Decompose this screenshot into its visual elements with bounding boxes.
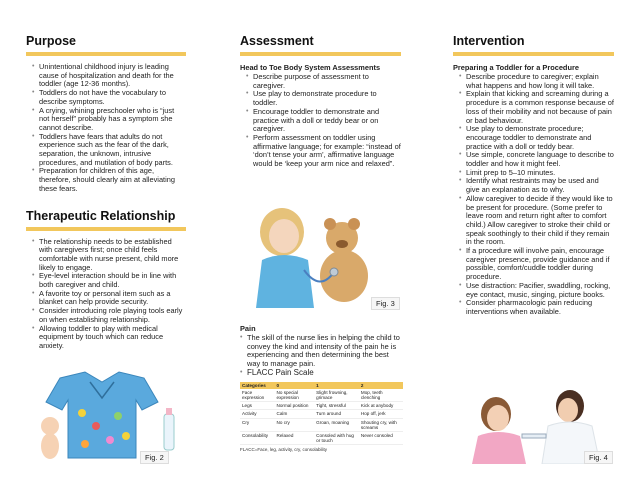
list-item: • Use play to demonstrate procedure; encourage toddler to demonstrate and practice with a doll or teddy bear. <box>459 125 614 151</box>
pain-heading: Pain <box>240 324 256 333</box>
list-item: • A favorite toy or personal item such as a blanket can help provide security. <box>32 290 186 307</box>
table-row <box>240 431 403 444</box>
table-cell: Face expression <box>240 389 275 402</box>
flacc-note: FLACC=Face, leg, activity, cry, consolability <box>240 447 327 453</box>
list-item: • Eye-level interaction should be in line with both caregiver and child. <box>32 272 186 289</box>
table-cell: Mop, teeth clenching <box>359 389 403 402</box>
list-item: • Use distraction: Pacifier, swaddling, rocking, eye contact, music, singing, picture books. <box>459 282 614 299</box>
table-cell: Consolability <box>240 431 275 444</box>
list-item: • The skill of the nurse lies in helping the child to convey the kind and intensity of the pain he is experiencing and then determining the best way to manage pain. <box>240 334 402 369</box>
figure-3-caption: Fig. 3 <box>371 297 400 310</box>
table-header: Categories <box>240 382 275 389</box>
intervention-heading: Intervention <box>453 34 525 48</box>
list-item: • Unintentional childhood injury is leading cause of hospitalization and death for the toddler (age 12-36 months). <box>32 63 186 89</box>
table-cell: Relaxed <box>275 431 315 444</box>
list-item: • FLACC Pain Scale <box>240 369 402 378</box>
purpose-heading: Purpose <box>26 34 77 48</box>
list-item: • Limit prep to 5–10 minutes. <box>459 169 614 178</box>
list-item: • Explain that kicking and screaming during a procedure is a common response because of loss of their mobility and not because of pain or bad behaviour. <box>459 90 614 125</box>
list-item: • If a procedure will involve pain, encourage caregiver presence, provide guidance and if possible, comfort/cuddle toddler during procedure. <box>459 247 614 282</box>
table-cell: Legs <box>240 402 275 410</box>
table-cell: No special expression <box>275 389 315 402</box>
list-item: • Toddlers have fears that adults do not experience such as the fear of the dark, separation, the unknown, intrusive procedures, and mutilation of body parts. <box>32 133 186 168</box>
list-item: • Toddlers do not have the vocabulary to describe symptoms. <box>32 89 186 106</box>
heading-rule <box>26 227 186 231</box>
list-item: • Consider pharmacologic pain reducing interventions when available. <box>459 299 614 316</box>
assessment-subtitle: Head to Toe Body System Assessments <box>240 63 381 72</box>
table-cell: No cry <box>275 418 315 431</box>
table-cell: Groan, moaning <box>314 418 359 431</box>
list-item: • A crying, whining preschooler who is “just not herself” probably has a symptom she cannot describe. <box>32 107 186 133</box>
table-header-row <box>240 382 403 389</box>
figure-3-image <box>238 200 400 308</box>
list-item: • Allowing toddler to play with medical equipment by touch which can reduce anxiety. <box>32 325 186 351</box>
table-cell: Activity <box>240 410 275 418</box>
table-cell: Hop off, jerk <box>359 410 403 418</box>
flacc-table <box>240 382 403 446</box>
list-item: • Use play to demonstrate procedure to toddler. <box>246 90 401 107</box>
table-cell: Never consoled <box>359 431 403 444</box>
assessment-list <box>240 73 401 169</box>
table-cell: Slight frowning, grimace <box>314 389 359 402</box>
table-cell: Turn around <box>314 410 359 418</box>
intervention-subtitle: Preparing a Toddler for a Procedure <box>453 63 579 72</box>
pain-section <box>240 324 402 452</box>
table-header: 2 <box>359 382 403 389</box>
list-item: • Describe purpose of assessment to caregiver. <box>246 73 401 90</box>
table-cell: Consoled with hug or touch <box>314 431 359 444</box>
table-cell: Shouting cry, with screams <box>359 418 403 431</box>
list-item: • Preparation for children of this age, therefore, should clearly aim at alleviating these fears. <box>32 167 186 193</box>
figure-4-caption: Fig. 4 <box>584 451 613 464</box>
table-cell: Tight, stressful <box>314 402 359 410</box>
list-item: • Encourage toddler to demonstrate and practice with a doll or teddy bear or on caregiver. <box>246 108 401 134</box>
list-item: • Allow caregiver to decide if they would like to be present for procedure. (Some prefer to leave room and return right after to comfort child.) Allow caregiver to stroke their child or speak soothingly to their child if they remain in the room. <box>459 195 614 247</box>
assessment-heading: Assessment <box>240 34 314 48</box>
table-header: 1 <box>314 382 359 389</box>
list-item: • Describe procedure to caregiver; explain what happens and how long it will take. <box>459 73 614 90</box>
table-cell: Calm <box>275 410 315 418</box>
list-item: • Identify what restraints may be used and give an explanation as to why. <box>459 177 614 194</box>
heading-rule <box>453 52 614 56</box>
pain-list <box>240 334 402 378</box>
intervention-list <box>453 73 614 317</box>
table-cell: Cry <box>240 418 275 431</box>
list-item: • Consider introducing role playing tools early on when establishing relationship. <box>32 307 186 324</box>
therapeutic-list <box>26 238 186 351</box>
table-row <box>240 410 403 418</box>
figure-2-caption: Fig. 2 <box>140 451 169 464</box>
table-header: 0 <box>275 382 315 389</box>
heading-rule <box>26 52 186 56</box>
purpose-list <box>26 63 186 194</box>
list-item: • Use simple, concrete language to describe to toddler and how it might feel. <box>459 151 614 168</box>
table-row <box>240 418 403 431</box>
table-row <box>240 389 403 402</box>
table-row <box>240 402 403 410</box>
table-cell: Normal position <box>275 402 315 410</box>
table-cell: Kick at anybody <box>359 402 403 410</box>
therapeutic-heading: Therapeutic Relationship <box>26 208 176 223</box>
list-item: • The relationship needs to be established with caregivers first; once child feels comfortable with nurse present, child more likely to engage. <box>32 238 186 273</box>
list-item: • Perform assessment on toddler using affirmative language; for example: “instead of ‘don’t tense your arm’, affirmative language would be ‘keep your arm nice and relaxed”. <box>246 134 401 169</box>
heading-rule <box>240 52 401 56</box>
